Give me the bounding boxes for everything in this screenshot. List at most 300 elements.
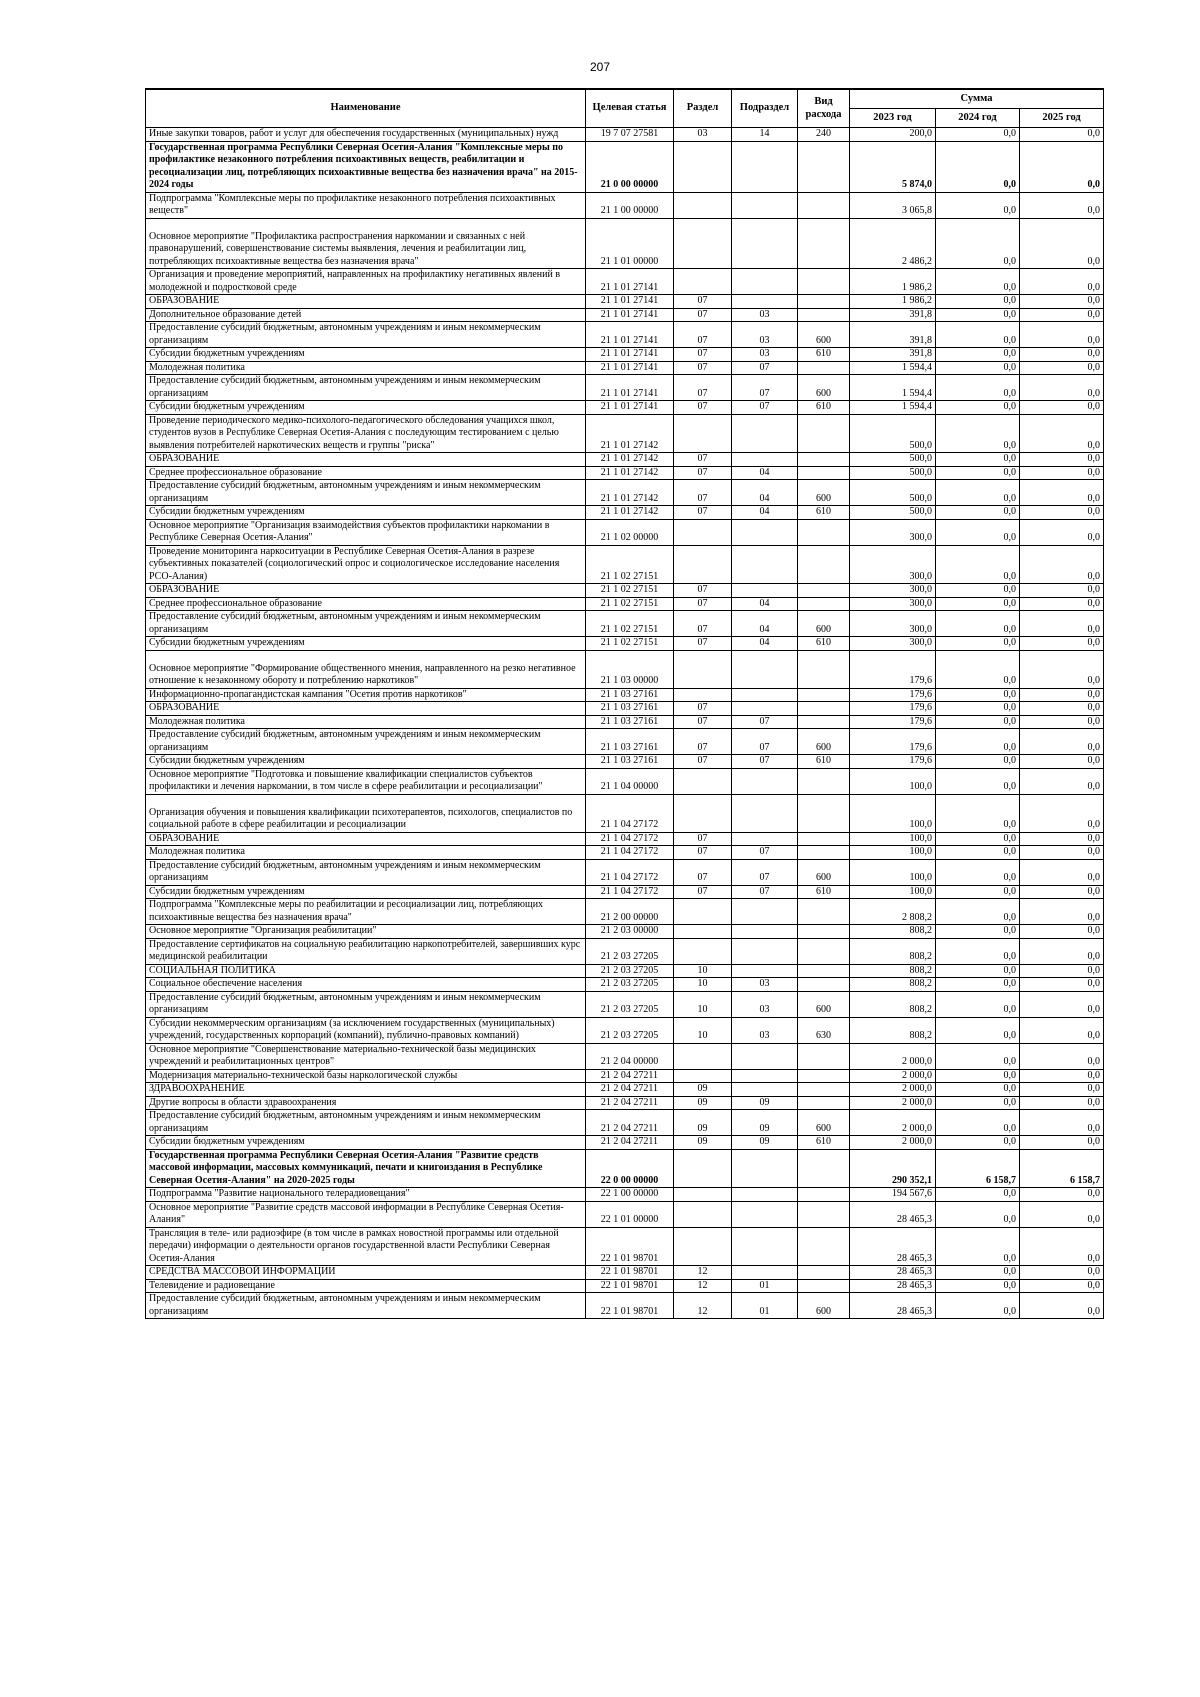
cell-section [674,1043,732,1069]
cell-sum-2023: 300,0 [850,519,936,545]
cell-subsection: 07 [732,715,798,729]
cell-section [674,414,732,453]
cell-sum-2023: 808,2 [850,991,936,1017]
table-row [146,506,1104,520]
cell-name: Организация обучения и повышения квалификации психотерапевтов, психологов, специалистов по социальной работе в сфере реабилитации и ресоциализации [146,794,586,832]
cell-sum-2025: 0,0 [1020,991,1104,1017]
cell-target: 21 0 00 00000 [586,141,674,192]
cell-section: 10 [674,1017,732,1043]
cell-sum-2025: 0,0 [1020,1069,1104,1083]
header-section: Раздел [674,89,732,128]
cell-sum-2024: 0,0 [936,1136,1020,1150]
cell-sum-2025: 0,0 [1020,401,1104,415]
cell-subsection: 07 [732,885,798,899]
table-row [146,832,1104,846]
cell-subsection [732,1069,798,1083]
table-row [146,308,1104,322]
cell-expense-type: 600 [798,375,850,401]
cell-target: 21 1 04 27172 [586,885,674,899]
cell-subsection [732,1227,798,1266]
table-row [146,1279,1104,1293]
cell-expense-type [798,1266,850,1280]
cell-sum-2023: 1 594,4 [850,375,936,401]
cell-sum-2025: 0,0 [1020,846,1104,860]
cell-target: 21 1 01 27141 [586,401,674,415]
cell-sum-2025: 0,0 [1020,688,1104,702]
cell-sum-2023: 28 465,3 [850,1201,936,1227]
table-row [146,611,1104,637]
cell-sum-2023: 2 000,0 [850,1110,936,1136]
cell-section [674,1201,732,1227]
cell-expense-type [798,899,850,925]
cell-subsection: 03 [732,991,798,1017]
cell-sum-2023: 179,6 [850,688,936,702]
cell-target: 21 1 01 27141 [586,361,674,375]
cell-target: 21 1 01 27142 [586,453,674,467]
cell-target: 21 1 02 27151 [586,611,674,637]
cell-sum-2023: 179,6 [850,729,936,755]
cell-sum-2025: 0,0 [1020,480,1104,506]
cell-sum-2024: 0,0 [936,794,1020,832]
cell-subsection: 04 [732,637,798,651]
cell-sum-2023: 500,0 [850,414,936,453]
cell-expense-type: 600 [798,859,850,885]
cell-name: Молодежная политика [146,715,586,729]
cell-sum-2024: 0,0 [936,991,1020,1017]
cell-target: 21 1 03 27161 [586,715,674,729]
cell-expense-type [798,1083,850,1097]
cell-sum-2025: 0,0 [1020,832,1104,846]
cell-sum-2024: 0,0 [936,1017,1020,1043]
cell-section: 07 [674,611,732,637]
cell-sum-2025: 0,0 [1020,128,1104,142]
cell-sum-2023: 28 465,3 [850,1227,936,1266]
cell-name: ОБРАЗОВАНИЕ [146,702,586,716]
cell-sum-2023: 2 486,2 [850,218,936,269]
cell-name: Подпрограмма "Развитие национального телерадиовещания" [146,1188,586,1202]
cell-sum-2024: 0,0 [936,322,1020,348]
cell-target: 21 1 02 00000 [586,519,674,545]
cell-sum-2025: 0,0 [1020,506,1104,520]
table-row [146,1096,1104,1110]
cell-sum-2023: 28 465,3 [850,1279,936,1293]
cell-section [674,218,732,269]
cell-name: Предоставление субсидий бюджетным, автономным учреждениям и иным некоммерческим организациям [146,1110,586,1136]
cell-sum-2025: 0,0 [1020,938,1104,964]
cell-target: 21 1 01 27141 [586,308,674,322]
cell-sum-2023: 2 808,2 [850,899,936,925]
cell-sum-2023: 194 567,6 [850,1188,936,1202]
cell-name: Субсидии бюджетным учреждениям [146,755,586,769]
cell-target: 22 1 01 98701 [586,1279,674,1293]
table-row [146,584,1104,598]
cell-name: ОБРАЗОВАНИЕ [146,832,586,846]
cell-sum-2025: 0,0 [1020,584,1104,598]
cell-name: Предоставление сертификатов на социальную реабилитацию наркопотребителей, завершивших курс медицинской реабилитации [146,938,586,964]
cell-expense-type: 600 [798,322,850,348]
cell-subsection [732,218,798,269]
cell-sum-2023: 500,0 [850,480,936,506]
cell-section: 07 [674,859,732,885]
cell-sum-2024: 0,0 [936,1293,1020,1319]
cell-section: 09 [674,1110,732,1136]
cell-sum-2023: 300,0 [850,637,936,651]
cell-subsection [732,1201,798,1227]
cell-target: 21 2 04 27211 [586,1136,674,1150]
cell-name: Молодежная политика [146,846,586,860]
cell-section: 07 [674,885,732,899]
cell-name: Субсидии бюджетным учреждениям [146,637,586,651]
cell-target: 21 2 00 00000 [586,899,674,925]
cell-expense-type [798,688,850,702]
cell-target: 21 1 02 27151 [586,637,674,651]
table-row [146,650,1104,688]
cell-target: 21 1 01 27141 [586,269,674,295]
cell-target: 22 1 01 00000 [586,1201,674,1227]
cell-sum-2025: 0,0 [1020,650,1104,688]
header-target: Целевая статья [586,89,674,128]
cell-sum-2023: 100,0 [850,846,936,860]
cell-sum-2024: 0,0 [936,1110,1020,1136]
cell-subsection [732,688,798,702]
cell-sum-2025: 0,0 [1020,702,1104,716]
cell-target: 21 2 03 27205 [586,938,674,964]
cell-expense-type [798,832,850,846]
cell-sum-2025: 0,0 [1020,218,1104,269]
cell-name: Проведение мониторинга наркоситуации в Республике Северная Осетия-Алания в разрезе субъективных показателей (социологический опрос и социологическое исследование населения РСО-Алания) [146,545,586,584]
cell-sum-2025: 0,0 [1020,545,1104,584]
cell-expense-type: 610 [798,637,850,651]
cell-expense-type [798,1149,850,1188]
cell-subsection [732,650,798,688]
cell-name: Предоставление субсидий бюджетным, автономным учреждениям и иным некоммерческим организациям [146,729,586,755]
cell-name: Предоставление субсидий бюджетным, автономным учреждениям и иным некоммерческим организациям [146,480,586,506]
cell-sum-2024: 0,0 [936,1266,1020,1280]
cell-subsection [732,1188,798,1202]
cell-sum-2025: 0,0 [1020,269,1104,295]
cell-target: 21 1 04 00000 [586,768,674,794]
table-row [146,519,1104,545]
cell-expense-type [798,1227,850,1266]
cell-section: 07 [674,597,732,611]
cell-subsection [732,453,798,467]
cell-sum-2023: 300,0 [850,611,936,637]
cell-sum-2023: 28 465,3 [850,1266,936,1280]
cell-target: 21 1 01 27142 [586,480,674,506]
cell-name: ЗДРАВООХРАНЕНИЕ [146,1083,586,1097]
cell-sum-2023: 179,6 [850,715,936,729]
cell-target: 21 1 01 27141 [586,295,674,309]
table-row [146,348,1104,362]
cell-expense-type [798,1043,850,1069]
cell-sum-2024: 0,0 [936,1188,1020,1202]
cell-sum-2023: 100,0 [850,885,936,899]
cell-target: 21 2 04 27211 [586,1083,674,1097]
cell-sum-2023: 179,6 [850,702,936,716]
table-row [146,885,1104,899]
cell-sum-2025: 0,0 [1020,715,1104,729]
cell-expense-type [798,141,850,192]
cell-sum-2024: 0,0 [936,611,1020,637]
cell-sum-2024: 0,0 [936,414,1020,453]
cell-expense-type [798,1069,850,1083]
cell-sum-2025: 0,0 [1020,1188,1104,1202]
table-row [146,899,1104,925]
cell-target: 22 0 00 00000 [586,1149,674,1188]
cell-sum-2025: 6 158,7 [1020,1149,1104,1188]
table-row [146,1110,1104,1136]
cell-sum-2024: 0,0 [936,637,1020,651]
cell-target: 21 1 00 00000 [586,192,674,218]
cell-sum-2024: 0,0 [936,519,1020,545]
cell-subsection [732,899,798,925]
cell-sum-2025: 0,0 [1020,1136,1104,1150]
table-row [146,453,1104,467]
cell-target: 21 1 03 00000 [586,650,674,688]
cell-target: 21 1 04 27172 [586,859,674,885]
cell-sum-2024: 0,0 [936,466,1020,480]
cell-target: 21 2 03 00000 [586,925,674,939]
cell-sum-2023: 500,0 [850,453,936,467]
cell-expense-type: 600 [798,1110,850,1136]
cell-section: 07 [674,832,732,846]
cell-subsection: 07 [732,361,798,375]
cell-section: 07 [674,715,732,729]
header-year-2023: 2023 год [850,109,936,128]
table-row [146,1149,1104,1188]
cell-sum-2024: 0,0 [936,1227,1020,1266]
cell-sum-2025: 0,0 [1020,141,1104,192]
table-body [146,128,1104,1319]
cell-subsection: 04 [732,597,798,611]
cell-section: 12 [674,1293,732,1319]
cell-target: 21 1 03 27161 [586,688,674,702]
cell-section [674,545,732,584]
cell-sum-2024: 0,0 [936,1201,1020,1227]
cell-sum-2025: 0,0 [1020,1017,1104,1043]
table-row [146,978,1104,992]
cell-name: Предоставление субсидий бюджетным, автономным учреждениям и иным некоммерческим организациям [146,611,586,637]
cell-subsection [732,584,798,598]
cell-subsection: 03 [732,978,798,992]
cell-name: СОЦИАЛЬНАЯ ПОЛИТИКА [146,964,586,978]
cell-name: Информационно-пропагандистская кампания "Осетия против наркотиков" [146,688,586,702]
cell-target: 21 1 03 27161 [586,702,674,716]
cell-target: 21 2 04 27211 [586,1096,674,1110]
cell-target: 21 1 02 27151 [586,545,674,584]
cell-section [674,1069,732,1083]
cell-expense-type: 610 [798,348,850,362]
cell-section: 07 [674,401,732,415]
table-row [146,1293,1104,1319]
cell-subsection [732,964,798,978]
header-year-2024: 2024 год [936,109,1020,128]
cell-subsection: 04 [732,611,798,637]
cell-name: ОБРАЗОВАНИЕ [146,453,586,467]
cell-subsection [732,269,798,295]
cell-expense-type [798,702,850,716]
cell-section [674,688,732,702]
cell-name: Предоставление субсидий бюджетным, автономным учреждениям и иным некоммерческим организациям [146,375,586,401]
table-row [146,466,1104,480]
cell-sum-2024: 0,0 [936,401,1020,415]
cell-sum-2024: 0,0 [936,375,1020,401]
cell-sum-2023: 100,0 [850,859,936,885]
cell-sum-2024: 0,0 [936,1279,1020,1293]
cell-sum-2025: 0,0 [1020,1266,1104,1280]
cell-section: 07 [674,480,732,506]
cell-sum-2024: 0,0 [936,938,1020,964]
cell-section: 07 [674,308,732,322]
cell-sum-2025: 0,0 [1020,611,1104,637]
cell-section [674,1188,732,1202]
cell-name: Субсидии бюджетным учреждениям [146,885,586,899]
cell-target: 21 1 01 27141 [586,375,674,401]
cell-sum-2024: 0,0 [936,768,1020,794]
cell-sum-2025: 0,0 [1020,1096,1104,1110]
cell-expense-type [798,414,850,453]
table-row [146,846,1104,860]
cell-sum-2024: 0,0 [936,715,1020,729]
cell-sum-2024: 0,0 [936,925,1020,939]
cell-sum-2024: 0,0 [936,506,1020,520]
cell-subsection: 01 [732,1279,798,1293]
cell-sum-2025: 0,0 [1020,1227,1104,1266]
cell-expense-type [798,466,850,480]
cell-sum-2023: 100,0 [850,794,936,832]
cell-target: 21 2 04 27211 [586,1110,674,1136]
cell-sum-2025: 0,0 [1020,925,1104,939]
cell-subsection [732,1083,798,1097]
cell-sum-2025: 0,0 [1020,308,1104,322]
cell-sum-2025: 0,0 [1020,755,1104,769]
cell-sum-2023: 200,0 [850,128,936,142]
cell-sum-2024: 0,0 [936,1043,1020,1069]
cell-sum-2025: 0,0 [1020,768,1104,794]
cell-subsection [732,768,798,794]
cell-sum-2023: 28 465,3 [850,1293,936,1319]
cell-target: 21 1 01 27142 [586,466,674,480]
cell-sum-2023: 808,2 [850,1017,936,1043]
cell-sum-2023: 300,0 [850,584,936,598]
cell-name: Основное мероприятие "Формирование общественного мнения, направленного на резко негативное отношение к незаконному обороту и потреблению наркотиков" [146,650,586,688]
table-row [146,480,1104,506]
cell-expense-type: 610 [798,506,850,520]
cell-sum-2023: 100,0 [850,768,936,794]
cell-sum-2025: 0,0 [1020,414,1104,453]
cell-sum-2023: 1 594,4 [850,401,936,415]
cell-sum-2024: 0,0 [936,295,1020,309]
cell-subsection: 03 [732,322,798,348]
cell-sum-2023: 1 986,2 [850,269,936,295]
cell-expense-type [798,978,850,992]
cell-subsection [732,414,798,453]
cell-section: 07 [674,361,732,375]
cell-sum-2023: 1 594,4 [850,361,936,375]
cell-section [674,938,732,964]
cell-name: ОБРАЗОВАНИЕ [146,584,586,598]
cell-sum-2024: 0,0 [936,729,1020,755]
cell-name: Субсидии некоммерческим организациям (за исключением государственных (муниципальных) учреждений, государственных корпораций (компаний), публично-правовых компаний) [146,1017,586,1043]
cell-section: 10 [674,964,732,978]
cell-expense-type: 610 [798,755,850,769]
cell-target: 21 1 03 27161 [586,729,674,755]
cell-expense-type [798,308,850,322]
table-row [146,597,1104,611]
cell-sum-2024: 0,0 [936,453,1020,467]
cell-target: 19 7 07 27581 [586,128,674,142]
cell-sum-2023: 179,6 [850,650,936,688]
table-row [146,141,1104,192]
cell-expense-type [798,519,850,545]
cell-subsection [732,794,798,832]
cell-target: 21 2 03 27205 [586,1017,674,1043]
table-row [146,1017,1104,1043]
cell-sum-2024: 0,0 [936,584,1020,598]
cell-sum-2023: 100,0 [850,832,936,846]
cell-expense-type [798,1096,850,1110]
cell-name: Модернизация материально-технической базы наркологической службы [146,1069,586,1083]
cell-section: 07 [674,295,732,309]
cell-section: 07 [674,729,732,755]
cell-sum-2024: 0,0 [936,218,1020,269]
cell-name: Социальное обеспечение населения [146,978,586,992]
header-expense-type: Вид расхода [798,89,850,128]
cell-section [674,141,732,192]
cell-sum-2023: 300,0 [850,597,936,611]
cell-section [674,899,732,925]
cell-expense-type [798,794,850,832]
cell-sum-2024: 0,0 [936,348,1020,362]
cell-target: 21 1 04 27172 [586,832,674,846]
cell-target: 21 1 01 27142 [586,414,674,453]
cell-target: 21 1 02 27151 [586,597,674,611]
cell-target: 21 2 03 27205 [586,978,674,992]
cell-sum-2025: 0,0 [1020,899,1104,925]
cell-section [674,192,732,218]
cell-target: 21 1 01 00000 [586,218,674,269]
table-row [146,414,1104,453]
cell-sum-2023: 391,8 [850,348,936,362]
cell-name: Основное мероприятие "Организация реабилитации" [146,925,586,939]
cell-sum-2025: 0,0 [1020,1279,1104,1293]
cell-expense-type [798,192,850,218]
cell-sum-2023: 179,6 [850,755,936,769]
cell-sum-2025: 0,0 [1020,361,1104,375]
cell-name: Проведение периодического медико-психолого-педагогического обследования учащихся школ, студентов вузов в Республике Северная Осетия-Алания с последующим тестированием с целью выявления потребителей наркотических веществ и группы "риска" [146,414,586,453]
cell-section: 07 [674,375,732,401]
table-row [146,768,1104,794]
cell-section [674,269,732,295]
header-name: Наименование [146,89,586,128]
cell-sum-2025: 0,0 [1020,295,1104,309]
cell-sum-2024: 6 158,7 [936,1149,1020,1188]
cell-sum-2023: 1 986,2 [850,295,936,309]
cell-sum-2024: 0,0 [936,832,1020,846]
cell-sum-2024: 0,0 [936,755,1020,769]
cell-sum-2023: 500,0 [850,506,936,520]
table-row [146,755,1104,769]
cell-target: 21 1 01 27142 [586,506,674,520]
table-row [146,991,1104,1017]
table-row [146,1266,1104,1280]
table-row [146,1083,1104,1097]
cell-name: Трансляция в теле- или радиоэфире (в том числе в рамках новостной программы или отдельной передачи) информации о деятельности органов государственной власти Республики Северная Осетия-Алания [146,1227,586,1266]
cell-sum-2023: 290 352,1 [850,1149,936,1188]
cell-sum-2024: 0,0 [936,978,1020,992]
cell-sum-2023: 808,2 [850,938,936,964]
cell-sum-2025: 0,0 [1020,859,1104,885]
